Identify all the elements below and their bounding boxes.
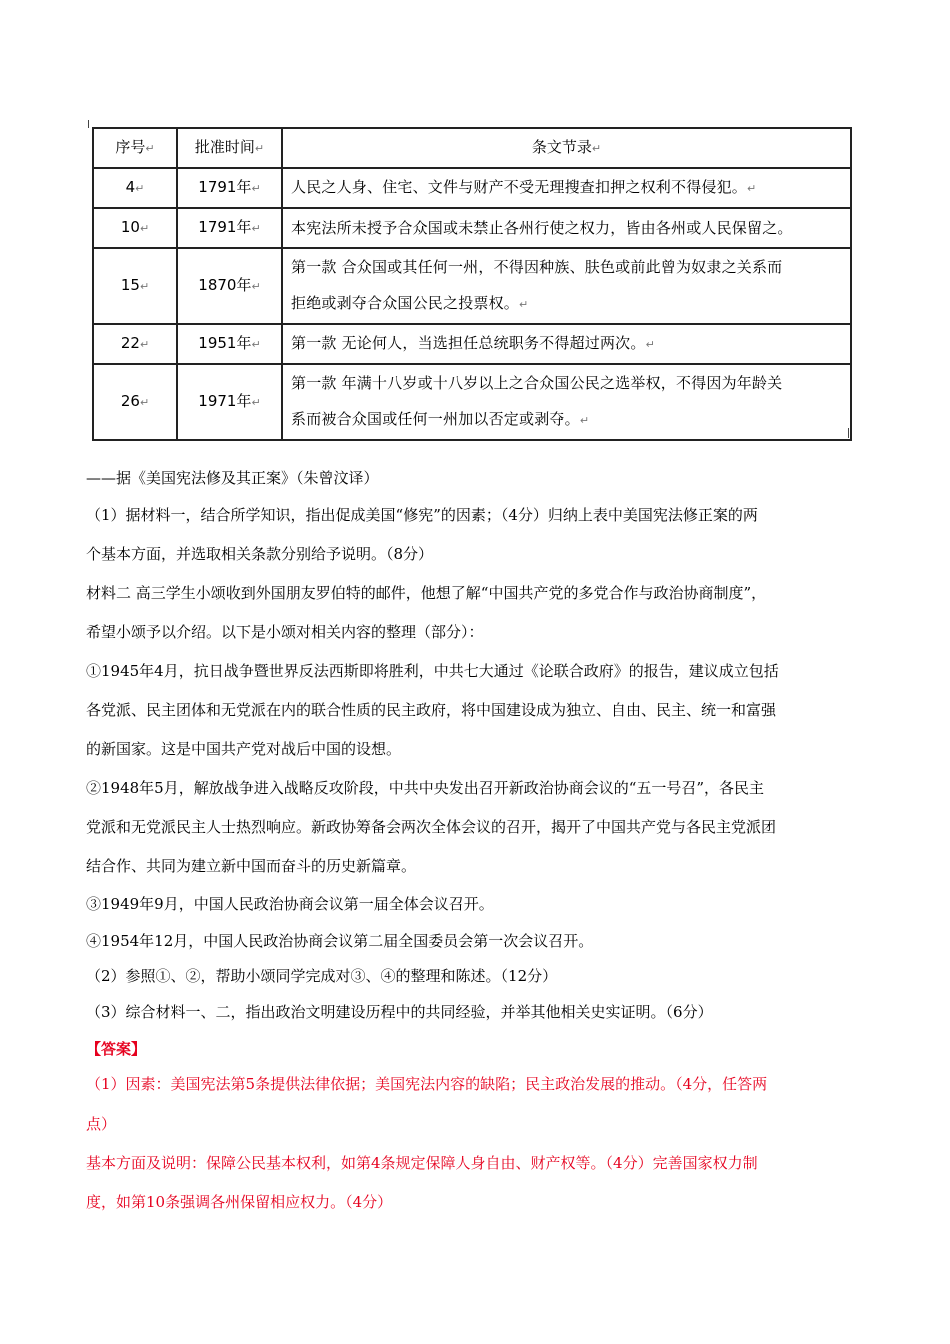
table-row (93, 364, 851, 440)
table-row (93, 168, 851, 208)
material-2-line-2: 希望小颂予以介绍。以下是小颂对相关内容的整理（部分）： (86, 623, 484, 641)
row-year: 1971年↵ (177, 364, 282, 440)
item-1-line-1: ①1945年4月，抗日战争暨世界反法西斯即将胜利，中共七大通过《论联合政府》的报告，建议成立包括 (86, 662, 779, 680)
row-text: 第一款 年满十八岁或十八岁以上之合众国公民之选举权，不得因为年龄关 系而被合众国或任何一州加以否定或剥夺。↵ (282, 364, 851, 440)
row-number: 26↵ (93, 364, 177, 440)
source-citation: ——据《美国宪法修及其正案》（朱曾汶译） (86, 469, 379, 487)
answer-line: 基本方面及说明：保障公民基本权利，如第4条规定保障人身自由、财产权等。（4分）完善国家权力制 (86, 1154, 758, 1172)
question-2: （2）参照①、②，帮助小颂同学完成对③、④的整理和陈述。（12分） (86, 967, 558, 985)
item-2-line-1: ②1948年5月，解放战争进入战略反攻阶段，中共中央发出召开新政治协商会议的“五一号召”，各民主 (86, 779, 765, 797)
answer-line: （1）因素：美国宪法第5条提供法律依据；美国宪法内容的缺陷；民主政治发展的推动。（4分，任答两 (86, 1075, 768, 1093)
header-date: 批准时间↵ (177, 128, 282, 168)
row-text: 第一款 无论何人，当选担任总统职务不得超过两次。↵ (282, 324, 851, 364)
answer-label: 【答案】 (86, 1040, 147, 1058)
table-row (93, 324, 851, 364)
row-year: 1951年↵ (177, 324, 282, 364)
item-4: ④1954年12月，中国人民政治协商会议第二届全国委员会第一次会议召开。 (86, 932, 594, 950)
row-year: 1870年↵ (177, 248, 282, 324)
table-header-row (93, 128, 851, 168)
row-text: 人民之人身、住宅、文件与财产不受无理搜查扣押之权利不得侵犯。↵ (282, 168, 851, 208)
item-3: ③1949年9月，中国人民政治协商会议第一届全体会议召开。 (86, 895, 494, 913)
question-3: （3）综合材料一、二，指出政治文明建设历程中的共同经验，并举其他相关史实证明。（6分） (86, 1003, 713, 1021)
amendment-table (92, 127, 852, 441)
row-number: 15↵ (93, 248, 177, 324)
row-number: 4↵ (93, 168, 177, 208)
item-1-line-3: 的新国家。这是中国共产党对战后中国的设想。 (86, 740, 402, 758)
item-2-line-3: 结合作、共同为建立新中国而奋斗的历史新篇章。 (86, 857, 417, 875)
row-text: 第一款 合众国或其任何一州，不得因种族、肤色或前此曾为奴隶之关系而 拒绝或剥夺合众国公民之投票权。↵ (282, 248, 851, 324)
material-2-line-1: 材料二 高三学生小颂收到外国朋友罗伯特的邮件，他想了解“中国共产党的多党合作与政治协商制度”， (86, 584, 767, 602)
row-text: 本宪法所未授予合众国或未禁止各州行使之权力，皆由各州或人民保留之。 (282, 208, 851, 248)
row-number: 10↵ (93, 208, 177, 248)
question-1-line-2: 个基本方面，并选取相关条款分别给予说明。（8分） (86, 545, 434, 563)
table-row (93, 208, 851, 248)
item-2-line-2: 党派和无党派民主人士热烈响应。新政协筹备会两次全体会议的召开，揭开了中国共产党与各民主党派团 (86, 818, 777, 836)
row-year: 1791年↵ (177, 208, 282, 248)
header-number: 序号↵ (93, 128, 177, 168)
answer-line: 度，如第10条强调各州保留相应权力。（4分） (86, 1193, 393, 1211)
row-year: 1791年↵ (177, 168, 282, 208)
answer-line: 点） (86, 1115, 117, 1133)
table-row (93, 248, 851, 324)
header-text: 条文节录↵ (282, 128, 851, 168)
row-number: 22↵ (93, 324, 177, 364)
question-1-line-1: （1）据材料一，结合所学知识，指出促成美国“修宪”的因素；（4分）归纳上表中美国宪法修正案的两 (86, 506, 758, 524)
item-1-line-2: 各党派、民主团体和无党派在内的联合性质的民主政府，将中国建设成为独立、自由、民主、统一和富强 (86, 701, 777, 719)
